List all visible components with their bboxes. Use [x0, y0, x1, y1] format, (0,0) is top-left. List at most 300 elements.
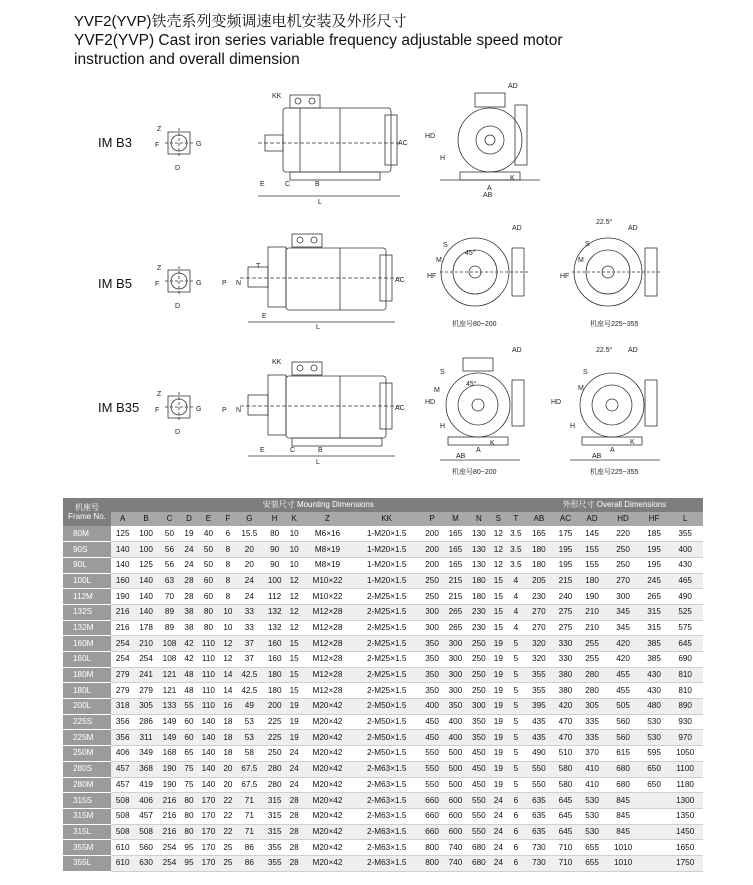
column-header: A	[111, 512, 134, 526]
mode-label-b5: IM B5	[98, 276, 132, 291]
table-cell: 635	[526, 793, 553, 809]
label-d-b3: D	[175, 165, 181, 172]
label-225-b35: 22.5°	[596, 347, 613, 354]
table-cell: 270	[605, 573, 640, 589]
table-row	[63, 840, 703, 856]
table-cell: 15	[286, 652, 302, 668]
table-cell: 430	[641, 667, 668, 683]
table-cell: 2-M25×1.5	[353, 589, 420, 605]
table-cell: 455	[605, 667, 640, 683]
table-cell: 660	[420, 808, 443, 824]
table-cell: 180	[263, 667, 286, 683]
table-cell: 3.5	[506, 557, 525, 573]
table-cell: 28	[181, 573, 197, 589]
table-cell: 216	[158, 808, 181, 824]
table-cell: 380	[552, 667, 579, 683]
table-cell: 250	[467, 667, 490, 683]
frame-header	[63, 498, 111, 526]
table-cell: 53	[236, 730, 263, 746]
frame-note-b35b: 机座号225~355	[590, 469, 639, 476]
table-cell: M12×28	[302, 652, 353, 668]
table-cell: 370	[579, 746, 606, 762]
table-cell: 86	[236, 840, 263, 856]
table-row	[63, 557, 703, 573]
table-cell: 4	[506, 604, 525, 620]
table-cell: 28	[286, 855, 302, 871]
table-cell: 680	[605, 761, 640, 777]
frame-cell: 90L	[63, 557, 111, 573]
table-cell: 2-M25×1.5	[353, 652, 420, 668]
table-cell: 315	[263, 824, 286, 840]
table-cell: M8×19	[302, 542, 353, 558]
table-cell: 19	[286, 714, 302, 730]
table-cell: 400	[444, 730, 467, 746]
label-k-b35b: K	[630, 439, 635, 446]
table-cell: 140	[197, 746, 220, 762]
table-cell: 530	[579, 824, 606, 840]
label-s-b35b: S	[583, 369, 588, 376]
frame-cell: 180L	[63, 683, 111, 699]
table-cell: 318	[111, 699, 134, 715]
table-cell: 1750	[667, 855, 703, 871]
table-cell: 355	[526, 667, 553, 683]
table-cell: 254	[111, 636, 134, 652]
table-cell: 80	[181, 808, 197, 824]
table-cell: 1-M20×1.5	[353, 573, 420, 589]
column-header: B	[134, 512, 157, 526]
table-cell: 19	[491, 714, 507, 730]
table-cell: 140	[134, 573, 157, 589]
table-cell: 24	[286, 761, 302, 777]
table-cell: 435	[526, 730, 553, 746]
table-cell: 550	[467, 808, 490, 824]
label-45-b5: 45°	[465, 250, 476, 257]
table-cell: 18	[220, 714, 236, 730]
table-cell: 180	[467, 573, 490, 589]
table-cell: 132	[263, 604, 286, 620]
table-cell: 110	[197, 652, 220, 668]
table-cell: 5	[506, 667, 525, 683]
table-cell: 457	[111, 777, 134, 793]
table-cell: 255	[579, 636, 606, 652]
table-cell: 86	[236, 855, 263, 871]
table-cell: M20×42	[302, 777, 353, 793]
table-cell: 435	[526, 714, 553, 730]
table-cell: 80	[263, 526, 286, 542]
table-cell: 2-M50×1.5	[353, 746, 420, 762]
table-cell: 2-M50×1.5	[353, 730, 420, 746]
table-cell: 410	[579, 777, 606, 793]
table-cell: 560	[134, 840, 157, 856]
table-cell: 550	[420, 761, 443, 777]
table-cell: 12	[286, 604, 302, 620]
mode-label-b3: IM B3	[98, 135, 132, 150]
label-l-b35: L	[316, 459, 320, 466]
table-cell: 200	[263, 699, 286, 715]
table-cell: M20×42	[302, 824, 353, 840]
table-cell: 205	[526, 573, 553, 589]
table-cell: 710	[552, 840, 579, 856]
table-cell: 19	[491, 667, 507, 683]
table-cell: 710	[552, 855, 579, 871]
table-cell: 355	[263, 840, 286, 856]
table-cell: 450	[420, 714, 443, 730]
table-cell: 300	[444, 667, 467, 683]
table-cell: 5	[506, 730, 525, 746]
table-cell: 395	[526, 699, 553, 715]
table-cell: 165	[526, 526, 553, 542]
table-cell: 19	[286, 730, 302, 746]
table-cell: 230	[526, 589, 553, 605]
table-cell: 110	[197, 683, 220, 699]
table-cell: 5	[506, 683, 525, 699]
table-cell: 420	[605, 652, 640, 668]
table-cell: 5	[506, 652, 525, 668]
column-header: AC	[552, 512, 579, 526]
table-cell: 380	[552, 683, 579, 699]
label-ac-b5: AC	[395, 277, 405, 284]
motor-front-view-b3	[440, 93, 540, 180]
table-cell: 250	[263, 746, 286, 762]
shaft-end-b5	[165, 266, 193, 296]
column-header: H	[263, 512, 286, 526]
table-cell: 168	[158, 746, 181, 762]
label-b-b35: B	[318, 447, 323, 454]
table-cell: 15	[491, 589, 507, 605]
table-cell: 550	[526, 761, 553, 777]
table-cell: 300	[420, 620, 443, 636]
table-cell: 140	[111, 557, 134, 573]
title-block	[74, 12, 563, 69]
frame-cell: 112M	[63, 589, 111, 605]
table-cell: 1450	[667, 824, 703, 840]
table-cell: 600	[444, 808, 467, 824]
table-cell: 490	[667, 589, 703, 605]
table-cell: 70	[158, 589, 181, 605]
frame-cell: 280S	[63, 761, 111, 777]
table-cell: 6	[506, 855, 525, 871]
table-cell: 250	[605, 557, 640, 573]
label-n-b35: N	[236, 407, 242, 414]
table-cell: 19	[286, 699, 302, 715]
label-h-b3: H	[440, 155, 446, 162]
label-z-b3: Z	[157, 126, 162, 133]
table-row	[63, 777, 703, 793]
table-cell: 180	[263, 683, 286, 699]
table-cell: 530	[641, 714, 668, 730]
label-h-b35a: H	[440, 423, 446, 430]
label-l-b5: L	[316, 324, 320, 331]
table-cell: 28	[286, 808, 302, 824]
table-cell: 38	[181, 604, 197, 620]
table-cell: 170	[197, 824, 220, 840]
table-cell: 575	[667, 620, 703, 636]
table-cell: 210	[134, 636, 157, 652]
table-cell: 300	[605, 589, 640, 605]
table-cell: 355	[526, 683, 553, 699]
label-s-b5a: S	[443, 242, 448, 249]
frame-cell: 132M	[63, 620, 111, 636]
table-cell: 140	[111, 542, 134, 558]
table-cell: 1050	[667, 746, 703, 762]
table-cell: 315	[641, 620, 668, 636]
label-f-b3: F	[155, 142, 160, 149]
table-cell: 300	[467, 699, 490, 715]
table-cell: 595	[641, 746, 668, 762]
table-cell: 508	[111, 824, 134, 840]
label-e-b35: E	[260, 447, 265, 454]
table-cell: 465	[667, 573, 703, 589]
table-cell: 6	[220, 526, 236, 542]
table-cell: 356	[111, 730, 134, 746]
table-cell: 300	[444, 636, 467, 652]
table-cell: 350	[420, 667, 443, 683]
table-cell: 255	[579, 652, 606, 668]
table-cell: 419	[134, 777, 157, 793]
table-cell: 95	[181, 840, 197, 856]
table-cell: 100	[134, 526, 157, 542]
table-cell: 2-M63×1.5	[353, 824, 420, 840]
table-cell: M10×22	[302, 573, 353, 589]
table-cell: 3.5	[506, 526, 525, 542]
table-cell: 149	[158, 714, 181, 730]
table-cell: 280	[263, 761, 286, 777]
label-m-b35a: M	[434, 387, 440, 394]
table-cell: 200	[420, 557, 443, 573]
table-cell: 250	[420, 573, 443, 589]
label-n-b5: N	[236, 280, 242, 287]
table-cell: 230	[467, 620, 490, 636]
label-t-b5: T	[256, 263, 261, 270]
table-cell: 2-M63×1.5	[353, 855, 420, 871]
table-cell: 5	[506, 636, 525, 652]
table-cell	[641, 808, 668, 824]
table-cell: 335	[579, 714, 606, 730]
table-cell: 56	[158, 557, 181, 573]
table-cell: 350	[444, 699, 467, 715]
table-cell: 19	[491, 777, 507, 793]
label-ad-b5a: AD	[512, 225, 522, 232]
table-cell: 345	[605, 620, 640, 636]
label-m-b35b: M	[578, 385, 584, 392]
table-row	[63, 730, 703, 746]
label-e-b5: E	[262, 313, 267, 320]
table-body	[63, 526, 703, 871]
table-row	[63, 604, 703, 620]
table-cell: 24	[491, 840, 507, 856]
table-cell: 42.5	[236, 667, 263, 683]
table-cell: 165	[444, 526, 467, 542]
table-cell: M8×19	[302, 557, 353, 573]
column-header: P	[420, 512, 443, 526]
column-header: T	[506, 512, 525, 526]
label-a-b35b: A	[610, 447, 615, 454]
technical-drawings	[0, 80, 753, 490]
table-cell: 170	[197, 840, 220, 856]
table-cell: 15	[491, 620, 507, 636]
label-h-b35b: H	[570, 423, 576, 430]
table-cell: 190	[111, 589, 134, 605]
table-cell: 300	[444, 683, 467, 699]
label-kk-b35: KK	[272, 359, 282, 366]
table-cell: 89	[158, 620, 181, 636]
table-cell: 155	[579, 557, 606, 573]
table-cell	[641, 840, 668, 856]
table-cell: 33	[236, 604, 263, 620]
table-cell: 10	[286, 542, 302, 558]
overall-dimensions-header: 外形尺寸 Overall Dimensions	[526, 498, 703, 512]
table-cell: 170	[197, 855, 220, 871]
table-cell: 550	[420, 746, 443, 762]
table-cell: 2-M63×1.5	[353, 777, 420, 793]
table-cell: 195	[641, 542, 668, 558]
table-cell: 24	[491, 855, 507, 871]
table-cell: 14	[220, 683, 236, 699]
table-cell: 690	[667, 652, 703, 668]
table-cell: 4	[506, 620, 525, 636]
table-cell: M12×28	[302, 683, 353, 699]
table-cell: 19	[491, 652, 507, 668]
table-cell: 2-M25×1.5	[353, 683, 420, 699]
table-cell: 75	[181, 761, 197, 777]
table-cell: 48	[181, 683, 197, 699]
table-cell: 645	[552, 808, 579, 824]
table-cell: 160	[263, 636, 286, 652]
dimension-table	[63, 498, 703, 872]
table-cell: M12×28	[302, 636, 353, 652]
table-cell: 385	[641, 652, 668, 668]
table-cell: 311	[134, 730, 157, 746]
table-cell: M20×42	[302, 714, 353, 730]
table-cell: 216	[158, 793, 181, 809]
table-cell: 457	[134, 808, 157, 824]
table-cell: 550	[467, 824, 490, 840]
table-cell: 63	[158, 573, 181, 589]
label-ad-b35b: AD	[628, 347, 638, 354]
column-header: KK	[353, 512, 420, 526]
table-cell: 530	[579, 793, 606, 809]
table-cell: 15	[491, 604, 507, 620]
table-cell: M20×42	[302, 808, 353, 824]
frame-cell: 132S	[63, 604, 111, 620]
table-cell	[641, 824, 668, 840]
table-cell: 300	[420, 604, 443, 620]
flange-view-b5-small	[440, 238, 530, 306]
label-c-b3: C	[285, 181, 291, 188]
table-cell: 5	[506, 699, 525, 715]
table-cell: 65	[181, 746, 197, 762]
table-cell: 800	[420, 840, 443, 856]
table-cell: 2-M25×1.5	[353, 620, 420, 636]
table-row	[63, 526, 703, 542]
table-cell: 18	[220, 730, 236, 746]
table-cell: 53	[236, 714, 263, 730]
column-header: K	[286, 512, 302, 526]
table-cell: 108	[158, 636, 181, 652]
table-cell: 12	[286, 573, 302, 589]
table-cell: 75	[181, 777, 197, 793]
table-cell: 24	[491, 808, 507, 824]
table-cell: 15	[286, 683, 302, 699]
table-cell: 450	[467, 777, 490, 793]
table-cell: 350	[467, 714, 490, 730]
table-cell: 178	[134, 620, 157, 636]
table-cell: 22	[220, 793, 236, 809]
table-cell: 40	[197, 526, 220, 542]
table-cell: 254	[134, 652, 157, 668]
table-cell: 165	[444, 542, 467, 558]
table-cell: 10	[286, 557, 302, 573]
table-cell: 195	[641, 557, 668, 573]
table-cell: 250	[467, 636, 490, 652]
label-a-b3: A	[487, 185, 492, 192]
table-cell: 195	[552, 557, 579, 573]
column-header: L	[667, 512, 703, 526]
table-cell: 170	[197, 808, 220, 824]
label-kk-b3: KK	[272, 93, 282, 100]
table-cell: 216	[158, 824, 181, 840]
table-cell: 2-M50×1.5	[353, 714, 420, 730]
table-cell: 5	[506, 714, 525, 730]
table-cell: 350	[420, 652, 443, 668]
table-cell: 655	[579, 840, 606, 856]
table-cell: 630	[134, 855, 157, 871]
table-cell: 19	[491, 746, 507, 762]
table-cell: 160	[111, 573, 134, 589]
table-cell: 645	[667, 636, 703, 652]
table-cell: 250	[420, 589, 443, 605]
frame-cell: 80M	[63, 526, 111, 542]
table-cell: 250	[467, 652, 490, 668]
motor-side-view-b3	[258, 95, 402, 196]
table-cell: 1100	[667, 761, 703, 777]
table-cell: M12×28	[302, 604, 353, 620]
table-cell: 508	[134, 824, 157, 840]
table-cell: 645	[552, 824, 579, 840]
table-cell: 5	[506, 777, 525, 793]
table-row	[63, 699, 703, 715]
table-row	[63, 636, 703, 652]
table-cell: 190	[158, 761, 181, 777]
label-z-b5: Z	[157, 265, 162, 272]
label-d-b5: D	[175, 303, 181, 310]
table-cell: 240	[552, 589, 579, 605]
table-cell: 110	[197, 667, 220, 683]
label-hf-b5b: HF	[560, 273, 570, 280]
table-cell: 180	[526, 557, 553, 573]
table-cell: 265	[444, 604, 467, 620]
table-cell: 740	[444, 840, 467, 856]
table-cell: 600	[444, 793, 467, 809]
table-cell: 175	[552, 526, 579, 542]
column-header: M	[444, 512, 467, 526]
table-cell: 132	[263, 620, 286, 636]
table-cell: 275	[552, 604, 579, 620]
table-cell: 890	[667, 699, 703, 715]
label-hd-b35a: HD	[425, 399, 436, 406]
table-cell: M20×42	[302, 761, 353, 777]
table-cell: 410	[579, 761, 606, 777]
label-ac-b35: AC	[395, 405, 405, 412]
frame-cell: 315M	[63, 808, 111, 824]
table-cell: 67.5	[236, 777, 263, 793]
label-c-b35: C	[290, 447, 296, 454]
table-cell: 400	[667, 542, 703, 558]
table-cell: 28	[181, 589, 197, 605]
table-cell: 5	[506, 761, 525, 777]
table-cell: 1-M20×1.5	[353, 557, 420, 573]
table-cell: 254	[158, 840, 181, 856]
